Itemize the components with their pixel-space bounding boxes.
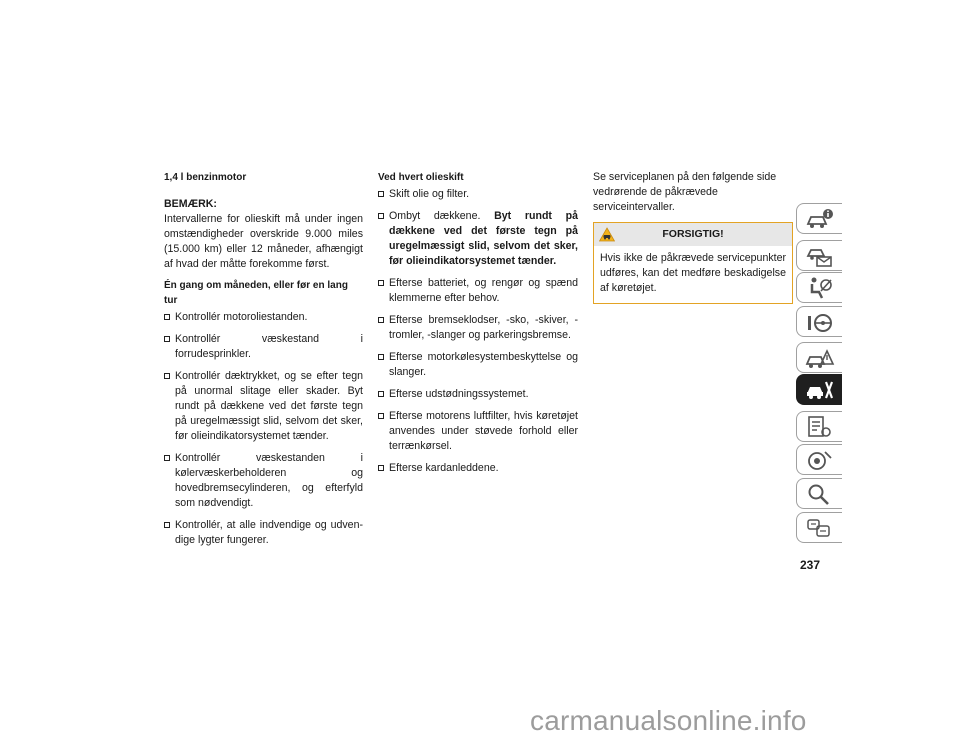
list-item: Kontrollér væskestanden i kølervæskerbeholderen og hovedbremsecylinderen, og efterfyld som nødvendigt. [164, 451, 363, 511]
tab-car-message[interactable] [796, 240, 842, 271]
checkbox-square-icon [164, 522, 170, 528]
caution-box [593, 222, 793, 304]
caution-title: FORSIGTIG! [662, 228, 724, 240]
watermark: carmanualsonline.info [530, 705, 807, 736]
checkbox-square-icon [378, 391, 384, 397]
languages-icon [805, 516, 835, 540]
tab-languages[interactable] [796, 512, 842, 543]
monthly-heading: Én gang om måneden, eller før en lang tur [164, 280, 348, 306]
seat-safety-icon [805, 276, 835, 300]
list-item: Skift olie og filter. [378, 187, 578, 202]
checkbox-square-icon [378, 191, 384, 197]
car-message-icon [805, 244, 835, 268]
column-right [593, 170, 793, 304]
list-item: Efterse kardanleddene. [378, 461, 578, 476]
page-number: 237 [800, 558, 821, 572]
car-info-icon [805, 207, 835, 231]
checkbox-square-icon [378, 280, 384, 286]
list-item: Efterse udstødningssystemet. [378, 387, 578, 402]
tab-index-search[interactable] [796, 478, 842, 509]
multimedia-icon [805, 448, 835, 472]
steering-wheel-icon [805, 310, 835, 334]
list-item: Efterse motorens luftfilter, hvis køretøjet anvendes under støvede forhold eller terrænkørsel. [378, 409, 578, 454]
oil-change-heading: Ved hvert olieskift [378, 172, 464, 183]
tab-service[interactable] [796, 374, 842, 405]
tab-steering[interactable] [796, 306, 842, 337]
tab-specifications[interactable] [796, 411, 842, 442]
list-item: Ombyt dækkene. Byt rundt på dækkene ved det første tegn på uregelmæssigt slid, selvom det sker, før olieindikatorsystemet tænder. [378, 209, 578, 269]
specifications-icon [805, 415, 835, 439]
intro-text: Se serviceplanen på den følgende side vedrørende de påkrævede serviceintervaller. [593, 171, 777, 213]
list-item: Kontrollér motoroliestanden. [164, 310, 363, 325]
checkbox-square-icon [378, 413, 384, 419]
caution-header [594, 223, 792, 246]
tab-car-info[interactable] [796, 203, 842, 234]
index-search-icon [805, 482, 835, 506]
section-title: 1,4 l benzinmotor [164, 172, 247, 183]
list-item: Efterse bremseklodser, -sko, -skiver, -tromler, -slanger og parkeringsbremse. [378, 313, 578, 343]
checkbox-square-icon [164, 455, 170, 461]
checkbox-square-icon [378, 354, 384, 360]
column-left [164, 170, 363, 555]
checkbox-square-icon [378, 213, 384, 219]
note-text: Intervallerne for olieskift må under ingen omstændigheder overskride 9.000 miles (15.000 km) eller 12 måneder, afhængigt af hvad der måtte forekomme først. [164, 213, 363, 270]
tab-breakdown[interactable] [796, 342, 842, 373]
column-middle [378, 170, 578, 483]
note-label: BEMÆRK: [164, 198, 217, 210]
checkbox-square-icon [164, 314, 170, 320]
list-item: Efterse batteriet, og rengør og spænd klemmerne efter behov. [378, 276, 578, 306]
car-breakdown-icon [805, 346, 835, 370]
tab-multimedia[interactable] [796, 444, 842, 475]
checkbox-square-icon [378, 317, 384, 323]
checkbox-square-icon [164, 336, 170, 342]
warning-car-icon [599, 227, 615, 242]
list-item: Kontrollér væskestand i forrudesprinkler. [164, 332, 363, 362]
list-item: Kontrollér, at alle indvendige og udvendige lygter fungerer. [164, 518, 363, 548]
caution-text: Hvis ikke de påkrævede servicepunkter udføres, kan det medføre beskadigelse af køretøjet. [600, 252, 786, 294]
list-item: Kontrollér dæktrykket, og se efter tegn på unormal slitage eller skader. Byt rundt på dækkene ved det første tegn på uregelmæssigt slid, selvom det sker, før olieindikatorsystemet tænder. [164, 369, 363, 444]
tab-seat-safety[interactable] [796, 272, 842, 303]
list-item: Efterse motorkølesystembeskyttelse og slanger. [378, 350, 578, 380]
checkbox-square-icon [378, 465, 384, 471]
checkbox-square-icon [164, 373, 170, 379]
car-service-icon [805, 378, 835, 402]
